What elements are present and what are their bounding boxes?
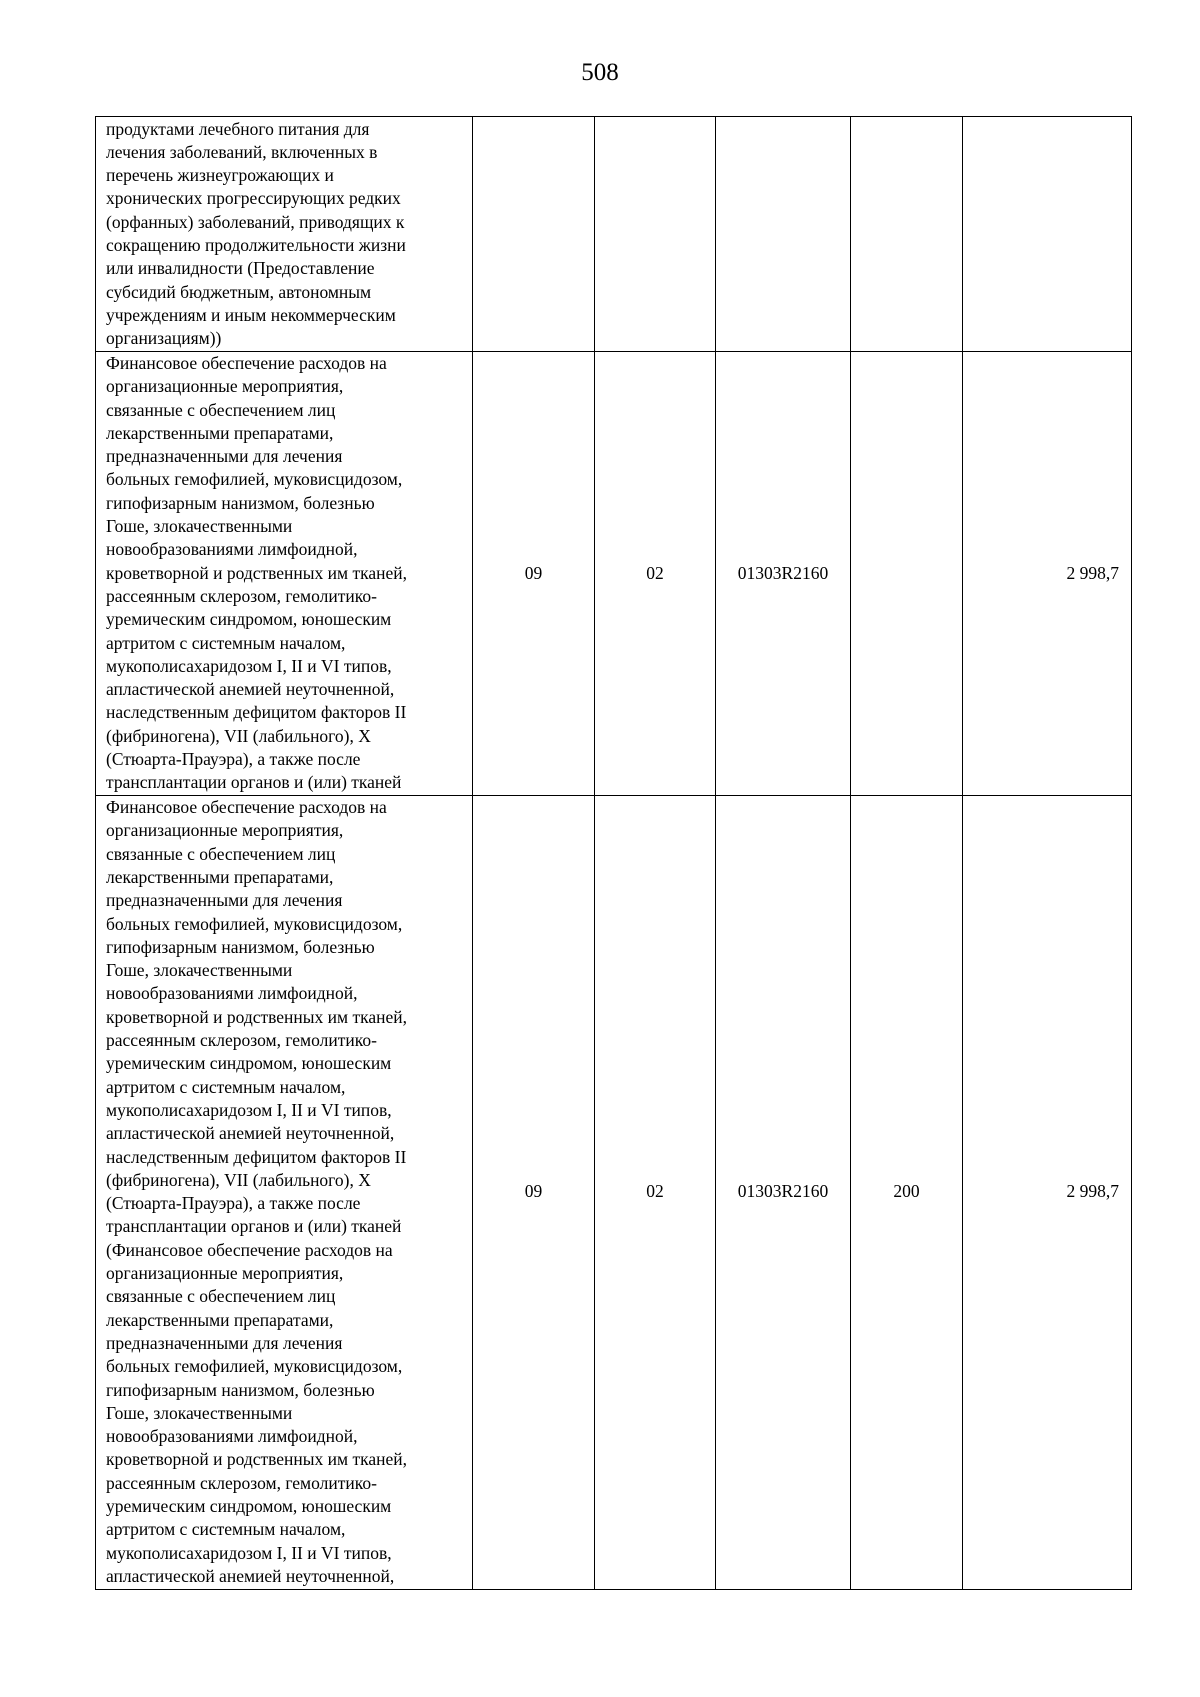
table-row [96, 795, 1132, 1589]
description-line: Гоше, злокачественными [106, 516, 293, 537]
description-line: кроветворной и родственных им тканей, [106, 1449, 408, 1470]
description-line: лекарственными препаратами, [106, 422, 334, 443]
description-line: учреждениям и иным некоммерческим [106, 304, 396, 325]
description-line: организационные мероприятия, [106, 820, 344, 841]
row-description [96, 117, 473, 352]
budget-table [95, 116, 1132, 1590]
description-line: мукополисахаридозом I, II и VI типов, [106, 655, 392, 676]
description-line: предназначенными для лечения [106, 890, 343, 911]
table-row [96, 352, 1132, 796]
description-line: мукополисахаридозом I, II и VI типов, [106, 1542, 392, 1563]
description-line: новообразованиями лимфоидной, [106, 539, 358, 560]
description-line: новообразованиями лимфоидной, [106, 1426, 358, 1447]
description-line: артритом с системным началом, [106, 632, 346, 653]
description-line: рассеянным склерозом, гемолитико- [106, 1030, 377, 1051]
description-line: организациям)) [106, 328, 222, 349]
description-line: продуктами лечебного питания для [106, 118, 370, 139]
subsection-code-cell: 02 [595, 352, 716, 796]
description-line: уремическим синдромом, юношеским [106, 1496, 392, 1516]
description-line: лечения заболеваний, включенных в [106, 141, 378, 162]
description-line: трансплантации органов и (или) тканей [106, 1216, 402, 1237]
description-line: кроветворной и родственных им тканей, [106, 1006, 408, 1027]
description-line: мукополисахаридозом I, II и VI типов, [106, 1099, 392, 1120]
description-line: рассеянным склерозом, гемолитико- [106, 585, 377, 606]
description-line: артритом с системным началом, [106, 1519, 346, 1540]
section-code-cell: 09 [473, 795, 595, 1589]
description-line: лекарственными препаратами, [106, 866, 334, 887]
description-line: новообразованиями лимфоидной, [106, 983, 358, 1004]
expense-type-cell [851, 352, 963, 796]
description-line: больных гемофилией, муковисцидозом, [106, 913, 403, 934]
expense-type-cell [851, 117, 963, 352]
amount-cell: 2 998,7 [963, 352, 1132, 796]
description-line: Гоше, злокачественными [106, 960, 293, 981]
description-line: (фибриногена), VII (лабильного), X [106, 725, 371, 746]
row-description [96, 795, 473, 1589]
description-line: больных гемофилией, муковисцидозом, [106, 1356, 403, 1377]
description-line: предназначенными для лечения [106, 1332, 343, 1353]
description-line: гипофизарным нанизмом, болезнью [106, 1379, 375, 1400]
amount-cell: 2 998,7 [963, 795, 1132, 1589]
description-line: Финансовое обеспечение расходов на [106, 353, 387, 373]
description-line: больных гемофилией, муковисцидозом, [106, 469, 403, 490]
description-line: (фибриногена), VII (лабильного), X [106, 1169, 371, 1190]
description-line: хронических прогрессирующих редких [106, 188, 401, 209]
description-line: апластической анемией неуточненной, [106, 1123, 395, 1144]
description-line: наследственным дефицитом факторов II [106, 1146, 407, 1167]
description-line: предназначенными для лечения [106, 446, 343, 467]
description-line: субсидий бюджетным, автономным [106, 281, 372, 302]
target-code-cell [716, 117, 851, 352]
section-code-cell [473, 117, 595, 352]
subsection-code-cell: 02 [595, 795, 716, 1589]
description-line: перечень жизнеугрожающих и [106, 165, 334, 186]
description-line: организационные мероприятия, [106, 1263, 344, 1284]
description-line: артритом с системным началом, [106, 1076, 346, 1097]
page-number: 508 [581, 59, 619, 86]
amount-cell [963, 117, 1132, 352]
description-line: уремическим синдромом, юношеским [106, 609, 392, 630]
description-line: апластической анемией неуточненной, [106, 1565, 395, 1586]
description-line: сокращению продолжительности жизни [106, 235, 406, 255]
description-line: связанные с обеспечением лиц [106, 1286, 336, 1307]
description-line: или инвалидности (Предоставление [106, 258, 375, 279]
description-line: кроветворной и родственных им тканей, [106, 562, 408, 583]
section-code-cell: 09 [473, 352, 595, 796]
description-line: организационные мероприятия, [106, 376, 344, 397]
description-line: уремическим синдромом, юношеским [106, 1053, 392, 1074]
description-line: связанные с обеспечением лиц [106, 843, 336, 864]
target-code-cell: 01303R2160 [716, 352, 851, 796]
table-row [96, 117, 1132, 352]
description-line: Финансовое обеспечение расходов на [106, 797, 387, 818]
expense-type-cell: 200 [851, 795, 963, 1589]
description-line: лекарственными препаратами, [106, 1309, 334, 1330]
description-line: (орфанных) заболеваний, приводящих к [106, 211, 405, 232]
subsection-code-cell [595, 117, 716, 352]
description-line: наследственным дефицитом факторов II [106, 702, 407, 723]
target-code-cell: 01303R2160 [716, 795, 851, 1589]
description-line: (Стюарта-Прауэра), а также после [106, 749, 361, 770]
row-description [96, 352, 473, 796]
description-line: гипофизарным нанизмом, болезнью [106, 936, 375, 957]
description-line: трансплантации органов и (или) тканей [106, 772, 402, 793]
description-line: (Финансовое обеспечение расходов на [106, 1239, 393, 1260]
description-line: (Стюарта-Прауэра), а также после [106, 1193, 361, 1214]
description-line: гипофизарным нанизмом, болезнью [106, 492, 375, 513]
description-line: рассеянным склерозом, гемолитико- [106, 1472, 377, 1493]
description-line: апластической анемией неуточненной, [106, 679, 395, 700]
description-line: Гоше, злокачественными [106, 1402, 293, 1423]
description-line: связанные с обеспечением лиц [106, 399, 336, 420]
